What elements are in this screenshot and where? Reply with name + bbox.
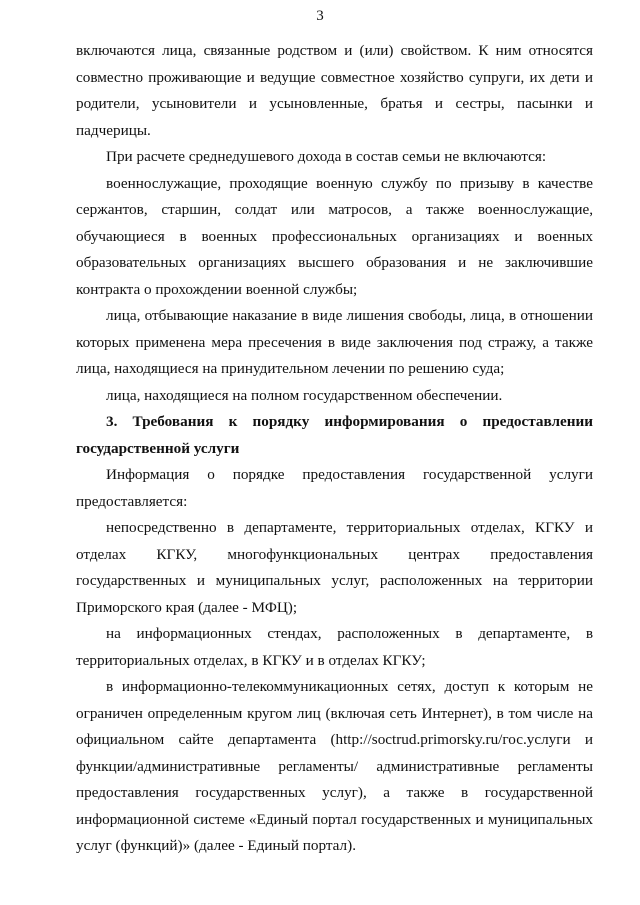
document-body [76, 38, 593, 860]
paragraph-family-members: включаются лица, связанные родством и (или) свойством. К ним относятся совместно проживающие и ведущие совместное хозяйство супруги, их дети и родители, усыновители и усыновленные, братья и сестры, пасынки и падчерицы. [76, 42, 593, 139]
paragraph-information-provided: Информация о порядке предоставления государственной услуги предоставляется: [76, 466, 593, 510]
paragraph-military-servicemen: военнослужащие, проходящие военную службу по призыву в качестве сержантов, старшин, солдат или матросов, а также военнослужащие, обучающиеся в военных профессиональных организациях и военных образовательных организациях высшего образования и не заключившие контракта о прохождении военной службы; [76, 174, 593, 298]
paragraph-internet-networks: в информационно-телекоммуникационных сетях, доступ к которым не ограничен определенным кругом лиц (включая сеть Интернет), в том числе на официальном сайте департамента (http://soctrud.primorsky.ru/гос.услуги и функции/административные регламенты/ административные регламенты предоставления государственных услуг), а также в государственной информационной системе «Единый портал государственных и муниципальных услуг (функций)» (далее - Единый портал). [76, 678, 593, 854]
page-number: 3 [316, 8, 324, 24]
paragraph-state-support: лица, находящиеся на полном государственном обеспечении. [106, 386, 503, 404]
section-heading-informing: 3. Требования к порядку информирования о предоставлении государственной услуги [76, 413, 593, 457]
paragraph-imprisoned-persons: лица, отбывающие наказание в виде лишения свободы, лица, в отношении которых применена мера пресечения в виде заключения под стражу, а также лица, находящиеся на принудительном лечении по решению суда; [76, 307, 593, 377]
paragraph-directly-in-department: непосредственно в департаменте, территориальных отделах, КГКУ и отделах КГКУ, многофункциональных центрах предоставления государственных и муниципальных услуг, расположенных на территории Приморского края (далее - МФЦ); [76, 519, 593, 616]
paragraph-information-stands: на информационных стендах, расположенных в департаменте, в территориальных отделах, в КГКУ и в отделах КГКУ; [76, 625, 593, 669]
paragraph-not-included-intro: При расчете среднедушевого дохода в состав семьи не включаются: [106, 148, 547, 165]
